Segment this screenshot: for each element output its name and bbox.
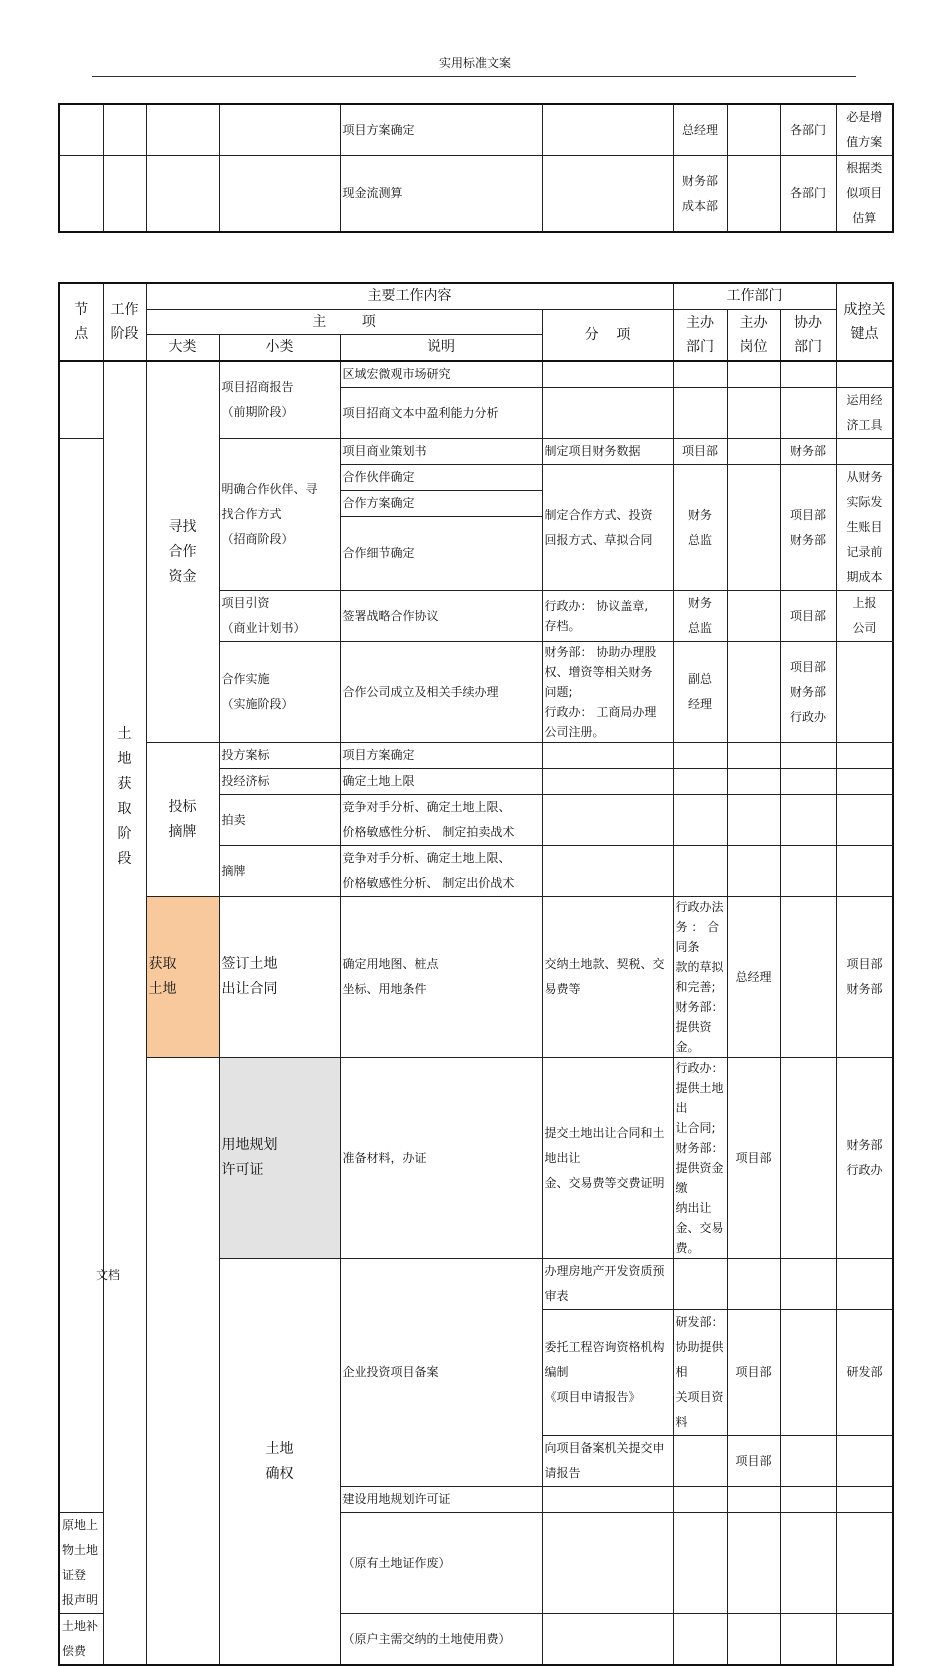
header-lead-post: 主办 岗位 — [727, 309, 780, 361]
description-cell: 区域宏微观市场研究 — [340, 361, 542, 388]
description-cell: 委托工程咨询资格机构编制 《项目申请报告》 — [542, 1310, 673, 1436]
sub-item-cell: 行政办法务 ： 合同条 款的草拟和完善; 财务部： 提供资金。 — [673, 897, 727, 1058]
header-control-point: 成控关 键点 — [836, 283, 893, 361]
table-row — [59, 156, 893, 233]
assist-dept-cell: 研发部 — [836, 1310, 893, 1436]
subcategory-cell: 土地补偿费 — [59, 1614, 103, 1666]
lead-dept-cell: 财务 总监 — [673, 591, 727, 642]
description-cell: 合作方案确定 — [340, 491, 542, 517]
subcategory-cell: 明确合作伙伴、寻 找合作方式 （招商阶段） — [219, 439, 340, 591]
header-main-item: 主 项 — [146, 309, 542, 334]
description-cell: 项目商业策划书 — [340, 439, 542, 465]
description-cell: 提交土地出让合同和土地出让 金、交易费等交费证明 — [542, 1058, 673, 1259]
lead-dept-cell: 总经理 — [673, 104, 727, 156]
description-cell: （原户主需交纳的土地使用费） — [340, 1614, 542, 1666]
continuation-table — [58, 103, 894, 233]
description-cell: 项目方案确定 — [340, 743, 542, 769]
header-assist-dept: 协办 部门 — [780, 309, 836, 361]
land-acquisition-table — [58, 282, 894, 1666]
subcategory-cell: 项目引资 （商业计划书） — [219, 591, 340, 642]
lead-dept-cell: 项目部 — [727, 1310, 780, 1436]
description-cell: 合作伙伴确定 — [340, 465, 542, 491]
assist-dept-cell: 项目部 财务部 行政办 — [780, 642, 836, 743]
subcategory-cell: 投经济标 — [219, 769, 340, 795]
lead-dept-cell: 项目部 — [727, 1058, 780, 1259]
category-cell: 用地规划 许可证 — [219, 1058, 340, 1259]
header-sub-item: 分 项 — [542, 309, 673, 361]
stage-label: 土 地 获 取 阶 段 — [117, 726, 132, 867]
description-cell: 竞争对手分析、确定土地上限、 价格敏感性分析、 制定出价战术 — [340, 846, 542, 897]
assist-dept-cell: 财务部 — [780, 439, 836, 465]
control-point-cell: 必是增 值方案 — [836, 104, 893, 156]
header-description: 说明 — [340, 334, 542, 361]
header-lead-dept: 主办 部门 — [673, 309, 727, 361]
header-node: 节 点 — [59, 283, 103, 361]
description-cell: 向项目备案机关提交申请报告 — [542, 1436, 673, 1487]
header-category: 大类 — [146, 334, 219, 361]
assist-dept-cell: 项目部 财务部 — [836, 897, 893, 1058]
header-rule — [92, 76, 856, 77]
sub-item-cell: 项目方案确定 — [340, 104, 542, 156]
description-cell: 办理房地产开发资质预审表 — [542, 1259, 673, 1310]
assist-dept-cell: 财务部 行政办 — [836, 1058, 893, 1259]
description-cell: 签署战略合作协议 — [340, 591, 542, 642]
sub-item-cell: 行政办： 协议盖章, 存档。 — [542, 591, 673, 642]
assist-dept-cell: 项目部 — [780, 591, 836, 642]
table-row — [59, 897, 893, 1058]
control-point-cell: 运用经 济工具 — [836, 388, 893, 439]
sub-item-cell: 制定项目财务数据 — [542, 439, 673, 465]
sub-item-cell: 财务部： 协助办理股 权、增资等相关财务 问题; 行政办： 工商局办理 公司注册。 — [542, 642, 673, 743]
control-point-cell: 根据类 似项目 估算 — [836, 156, 893, 233]
subcategory-cell: 拍卖 — [219, 795, 340, 846]
assist-dept-cell: 项目部 财务部 — [780, 465, 836, 591]
lead-dept-cell: 总经理 — [727, 897, 780, 1058]
category-cell: 签订土地 出让合同 — [219, 897, 340, 1058]
table-header-row — [59, 283, 893, 309]
description-cell: 合作公司成立及相关手续办理 — [340, 642, 542, 743]
subcategory-cell: 投方案标 — [219, 743, 340, 769]
subcategory-cell: 原地上物土地证登 报声明 — [59, 1513, 103, 1614]
assist-dept-cell: 各部门 — [780, 104, 836, 156]
table-row — [59, 1058, 893, 1259]
header-main-content: 主要工作内容 — [146, 283, 673, 309]
assist-dept-cell: 各部门 — [780, 156, 836, 233]
lead-dept-cell: 项目部 — [673, 439, 727, 465]
table-header-row — [59, 309, 893, 334]
node-cell: 获取 土地 — [146, 897, 219, 1058]
description-cell: （原有土地证作废） — [340, 1513, 542, 1614]
sub-item-cell: 研发部： 协助提供相 关项目资料 — [673, 1310, 727, 1436]
header-departments: 工作部门 — [673, 283, 836, 309]
description-cell: 确定土地上限 — [340, 769, 542, 795]
table-row — [59, 104, 893, 156]
sub-item-cell: 制定合作方式、投资 回报方式、草拟合同 — [542, 465, 673, 591]
description-cell: 竞争对手分析、确定土地上限、 价格敏感性分析、 制定拍卖战术 — [340, 795, 542, 846]
description-cell: 合作细节确定 — [340, 517, 542, 591]
header-stage: 工作 阶段 — [103, 283, 146, 361]
category-cell: 土地 确权 — [219, 1259, 340, 1666]
control-point-cell: 上报 公司 — [836, 591, 893, 642]
subcategory-cell: 企业投资项目备案 — [340, 1259, 542, 1487]
category-cell: 寻找 合作 资金 — [146, 361, 219, 743]
subcategory-cell: 建设用地规划许可证 — [340, 1487, 542, 1513]
subcategory-cell: 合作实施 （实施阶段） — [219, 642, 340, 743]
subcategory-cell: 摘牌 — [219, 846, 340, 897]
table-row — [59, 361, 893, 388]
sub-item-cell: 行政办： 提供土地出 让合同; 财务部： 提供资金缴 纳出让金、交易费。 — [673, 1058, 727, 1259]
subcategory-cell: 项目招商报告 （前期阶段） — [219, 361, 340, 439]
lead-dept-cell: 财务 总监 — [673, 465, 727, 591]
header-subcategory: 小类 — [219, 334, 340, 361]
sub-item-cell: 现金流测算 — [340, 156, 542, 233]
page-header: 实用标准文案 — [438, 56, 511, 70]
category-cell: 投标 摘牌 — [146, 743, 219, 897]
subcategory-cell: 确定用地图、桩点 坐标、用地条件 — [340, 897, 542, 1058]
table-row — [59, 743, 893, 769]
lead-dept-cell: 财务部 成本部 — [673, 156, 727, 233]
description-cell: 交纳土地款、契税、交易费等 — [542, 897, 673, 1058]
subcategory-cell: 准备材料，办证 — [340, 1058, 542, 1259]
control-point-cell: 从财务 实际发 生账目 记录前 期成本 — [836, 465, 893, 591]
lead-dept-cell: 项目部 — [727, 1436, 780, 1487]
description-cell: 项目招商文本中盈利能力分析 — [340, 388, 542, 439]
lead-dept-cell: 副总 经理 — [673, 642, 727, 743]
page-footer: 文档 — [96, 1268, 121, 1282]
